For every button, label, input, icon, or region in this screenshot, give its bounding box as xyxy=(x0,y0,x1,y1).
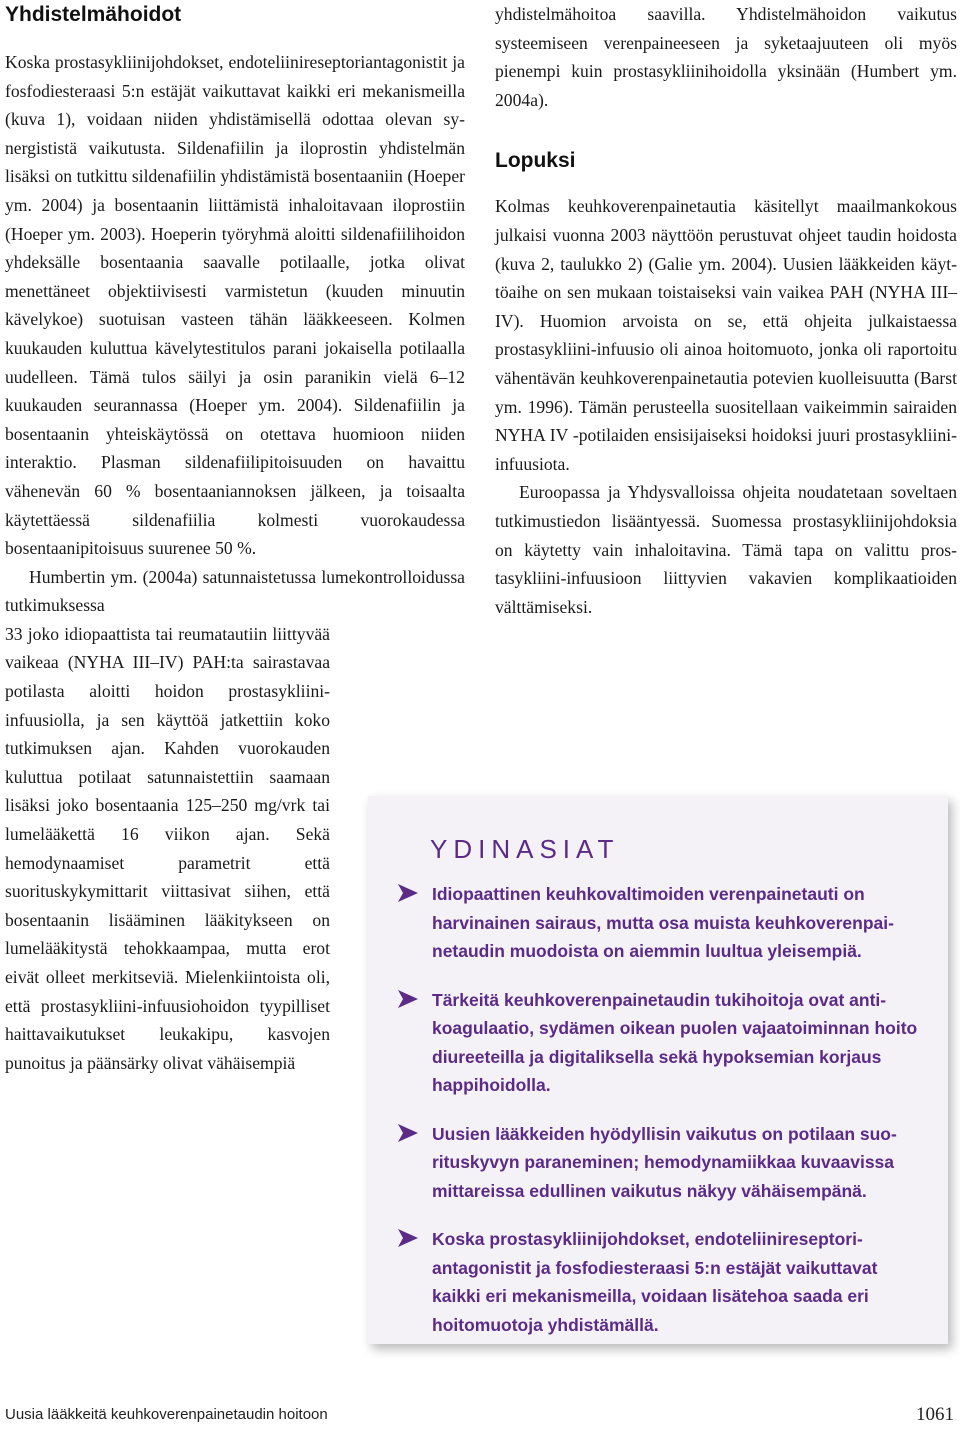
arrowhead-bullet-icon xyxy=(398,1124,418,1142)
section-heading-yhdistelmahoidot: Yhdistelmähoidot xyxy=(5,3,182,26)
key-point-text: Uusien lääkkeiden hyödyllisin vaikutus on potilaan suorituskyvyn paraneminen; hemodynamiikkaa kuvaavissa mittareissa edullinen vaikutus näkyy vähäisempänä. xyxy=(432,1123,897,1201)
list-item xyxy=(398,1225,928,1339)
key-point-text: Tärkeitä keuhkoverenpainetaudin tukihoitoja ovat antikoagulaatio, sydämen oikean puolen vajaatoiminnan hoito diureeteilla ja digitaliksella sekä hypoksemian korjaus happihoidolla. xyxy=(432,989,918,1095)
key-point-text: Idiopaattinen keuhkovaltimoiden verenpainetauti on harvinainen sairaus, mutta osa muista keuhkoverenpainetaudin muodoista on aiemmin luultua yleisempiä. xyxy=(432,884,894,961)
list-item xyxy=(398,986,928,1100)
section-heading-lopuksi: Lopuksi xyxy=(495,149,576,173)
list-item xyxy=(398,880,928,966)
paragraph: yhdistelmähoitoa saavilla. Yhdistelmähoidon vaikutus systeemiseen verenpaineeseen ja syketaajuuteen oli myös pienempi kuin prostasykliinihoidolla yksinään (Humbert ym. 2004a). xyxy=(495,4,957,110)
running-footer-title: Uusia lääkkeitä keuhkoverenpainetaudin hoitoon xyxy=(5,1406,328,1423)
key-points-title: YDINASIAT xyxy=(430,834,620,864)
paragraph: Koska prostasykliinijohdokset, endoteliinireseptoriantagonistit ja fosfodiesteraasi 5:n estäjät vaikuttavat kaikki eri mekanismeilla (kuva 1), voidaan niiden yhdistämisellä odottaa olevan synergististä vaikutusta. Sildenafiilin ja iloprostin yhdistelmän lisäksi on tutkittu sildenafiilin yhdistämistä bosentaaniin (Hoeper ym. 2004) ja bosentaanin liittämistä inhaloitavaan iloprostiin (Hoeper ym. 2003). Hoeperin työryhmä aloitti sildenafiilihoidon yhdeksälle bosentaania saavalle potilaalle, jotka olivat menettäneet objektiivisesti varmistetun (kuuden minuutin kävelykoe) suotuisan vasteen tähän lääkkeeseen. Kolmen kuukauden kuluttua kävelytestitulos parani jokaisella potilaalla uudelleen. Tämä tulos säilyi ja osin paranikin vielä 6–12 kuukauden seurannassa (Hoeper ym. 2004). Sildenafiilin ja bosentaanin yhteiskäytössä on otettava huomioon niiden interaktio. Plasman sildenafiilipitoisuuden on havaittu vähenevän 60 % bosentaaniannoksen jälkeen, ja toisaalta käytettäessä sildenafiilia kolmesti vuorokaudessa bosentaanipitoisuus suurenee 50 %. xyxy=(5,52,465,559)
paragraph: Euroopassa ja Yhdysvalloissa ohjeita noudatetaan soveltaen tutkimustiedon lisääntyessä. Suomessa prostasykliinijohdoksia on käytetty vain inhaloitavina. Tämä tapa on valittu prostasykliini-infuusioon liittyvien vakavien komplikaatioiden välttämiseksi. xyxy=(495,482,957,617)
arrowhead-bullet-icon xyxy=(398,1229,418,1247)
key-point-text: Koska prostasykliinijohdokset, endoteliinireseptoriantagonistit ja fosfodiesteraasi 5:n estäjät vaikuttavat kaikki eri mekanismeilla, voidaan lisätehoa saada eri hoitomuotoja yhdistämällä. xyxy=(432,1229,878,1335)
paragraph: Humbertin ym. (2004a) satunnaistetussa lumekontrolloidussa tutkimuksessa xyxy=(5,566,465,616)
paragraph: 33 joko idiopaattista tai reumatautiin liittyvää vaikeaa (NYHA III–IV) PAH:ta sairastavaa potilasta aloitti hoidon prostasykliini-infuusiolla, ja sen käyttöä jatkettiin koko tutkimuksen ajan. Kahden vuorokauden kuluttua potilaat satunnaistettiin saamaan lisäksi joko bosentaania 125–250 mg/vrk tai lumelääkettä 16 viikon ajan. Sekä hemodynaamiset parametrit että suorituskykymittarit viittasivat siihen, että bosentaanin lisääminen lääkitykseen on lumelääkitystä tehokkaampaa, mutta erot eivät olleet merkitseviä. Mielenkiintoista oli, että prostasykliini-infuusiohoidon tyypilliset haittavaikutukset leukakipu, kasvojen punoitus ja päänsärky olivat vähäisempiä xyxy=(5,623,330,1073)
right-column xyxy=(495,0,957,621)
arrowhead-bullet-icon xyxy=(398,884,418,902)
key-points-list xyxy=(398,880,928,1359)
arrowhead-bullet-icon xyxy=(398,990,418,1008)
list-item xyxy=(398,1120,928,1206)
key-points-box xyxy=(368,796,948,1344)
page-number: 1061 xyxy=(916,1404,954,1425)
paragraph: Kolmas keuhkoverenpainetautia käsitellyt maailmankokous julkaisi vuonna 2003 näyttöön perustuvat ohjeet taudin hoidosta (kuva 2, taulukko 2) (Galie ym. 2004). Uusien lääkkeiden käyttöaihe on sen mukaan toistaiseksi vain vaikea PAH (NYHA III–IV). Huomion arvoista on se, että ohjeita julkaistaessa prostasykliini-infuusio oli ainoa hoitomuoto, jonka oli raportoitu vähentävän keuhkoverenpainetautia potevien kuolleisuutta (Barst ym. 1996). Tämän perusteella suositellaan vaikeimmin sairaiden NYHA IV -potilaiden ensisijaiseksi hoidoksi juuri prostasykliini-infuusiota. xyxy=(495,196,957,474)
